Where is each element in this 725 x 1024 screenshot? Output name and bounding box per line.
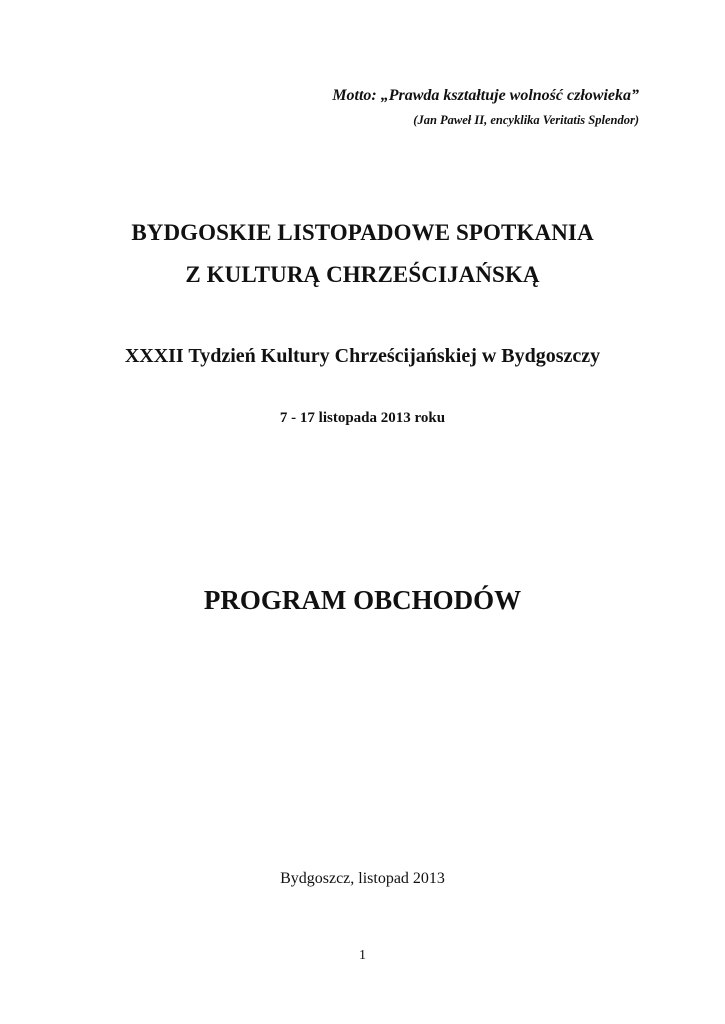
motto-text: Motto: „Prawda kształtuje wolność człowieka” bbox=[332, 87, 639, 104]
event-subtitle: XXXII Tydzień Kultury Chrześcijańskiej w Bydgoszczy bbox=[124, 345, 601, 367]
page-number: 1 bbox=[359, 948, 366, 963]
main-title-line-2: Z KULTURĄ CHRZEŚCIJAŃSKĄ bbox=[185, 262, 540, 287]
program-title: PROGRAM OBCHODÓW bbox=[203, 585, 522, 615]
motto-source: (Jan Paweł II, encyklika Veritatis Splendor) bbox=[413, 113, 639, 127]
main-title-line-1: BYDGOSKIE LISTOPADOWE SPOTKANIA bbox=[131, 220, 594, 245]
place-and-date: Bydgoszcz, listopad 2013 bbox=[280, 870, 445, 887]
main-title bbox=[0, 212, 725, 296]
motto-block bbox=[332, 86, 639, 128]
event-dates: 7 - 17 listopada 2013 roku bbox=[279, 410, 446, 426]
